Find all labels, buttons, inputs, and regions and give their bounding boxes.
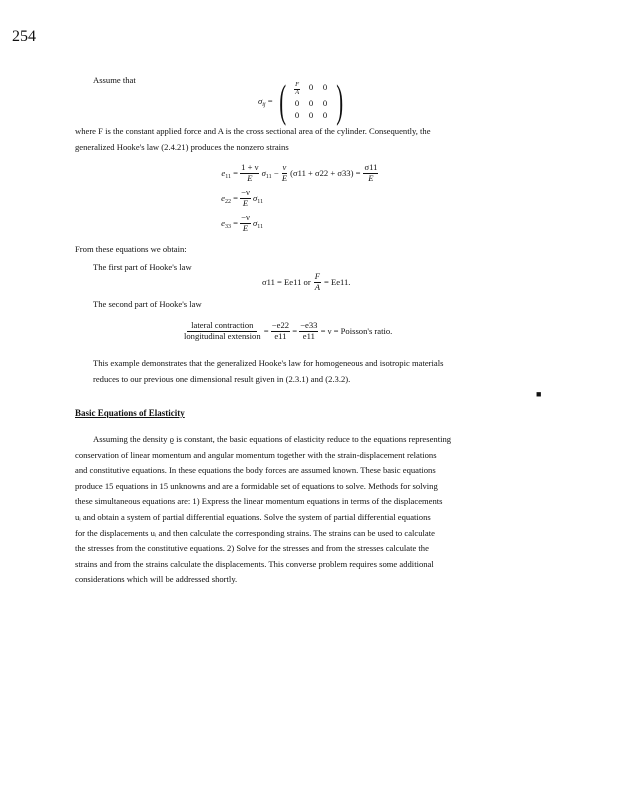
body-paragraph (75, 432, 451, 588)
matrix-cell: 0 (322, 98, 328, 108)
page-number: 254 (12, 28, 36, 45)
strain-equation-e11: $e_{11}$ = $\frac{1 + \nu}{E}$ $\sigma_{11}$ − $\frac{\nu}{E}$ (σ11 + σ22 + σ33) = $\frac{\sigma 11}{E}$ (221, 162, 378, 183)
where-paragraph: where F is the constant applied force and A is the cross sectional area of the cylinder. Consequently, the generalized Hooke's law (2.4.21) produces the nonzero strains (75, 126, 431, 152)
assume-label: Assume that (93, 75, 136, 85)
strain-equation-e22: $e_{22}$ = $\frac{-\nu}{E}$ $\sigma_{11}$ (221, 187, 264, 208)
body-line: uᵢ and obtain a system of partial differential equations. Solve the system of partial differential equations (75, 511, 431, 522)
body-line: these simultaneous equations are: 1) Express the linear momentum equations in terms of the displacements (75, 496, 443, 507)
matrix-body (290, 82, 332, 120)
body-line: produce 15 equations in 15 unknowns and are a formidable set of equations to solve. Methods for solving (75, 480, 438, 491)
stress-matrix-equation (258, 75, 347, 126)
body-line: considerations which will be addressed shortly. (75, 574, 238, 585)
matrix-right-paren: ) (336, 75, 344, 126)
body-line: the stresses from the constitutive equations. 2) Solve for the stresses and from the stresses calculate the (75, 543, 429, 554)
body-line: Assuming the density ϱ is constant, the basic equations of elasticity reduce to the equations representing (93, 434, 452, 444)
matrix-lhs: $\sigma_{ij}$ = (258, 95, 275, 108)
matrix-cell-f-over-a: $\frac{F}{A}$ (295, 81, 300, 96)
matrix-cell: 0 (308, 98, 314, 108)
poisson-equation: $\frac{\text{lateral contraction}}{\text{longitudinal extension}}$ = $\frac{-e22}{e11}$ = $\frac{-e33}{e11}$ = ν = Poisson's ratio. (184, 320, 393, 341)
matrix-cell: 0 (308, 110, 314, 120)
second-part-label: The second part of Hooke's law (93, 299, 202, 309)
body-line: for the displacements uᵢ and then calculate the corresponding strains. The strains can be used to calculate (75, 527, 435, 538)
matrix-cell: 0 (294, 98, 300, 108)
matrix-left-paren: ( (278, 75, 286, 126)
body-line: and constitutive equations. In these equations the body forces are assumed known. These basic equations (75, 465, 436, 476)
matrix-cell: 0 (294, 110, 300, 120)
example-paragraph: This example demonstrates that the generalized Hooke's law for homogeneous and isotropic materials reduces to our previous one dimensional result given in (2.3.1) and (2.3.2). (93, 358, 444, 384)
first-part-label: The first part of Hooke's law (93, 262, 192, 272)
matrix-cell: 0 (308, 82, 314, 92)
strain-equation-e33: $e_{33}$ = $\frac{-\nu}{E}$ $\sigma_{11}$ (221, 212, 264, 233)
matrix-cell: 0 (322, 82, 328, 92)
section-title: Basic Equations of Elasticity (75, 408, 185, 418)
body-line: conservation of linear momentum and angular momentum together with the strain-displacement relations (75, 449, 437, 460)
body-line: strains and from the strains calculate the displacements. This converse problem requires some additional (75, 558, 434, 569)
matrix-cell: 0 (322, 110, 328, 120)
qed-symbol: ■ (536, 389, 542, 399)
from-text: From these equations we obtain: (75, 244, 187, 254)
hooke-law-equation: σ11 = Ee11 or $\frac{F}{A}$ = Ee11. (262, 271, 351, 292)
